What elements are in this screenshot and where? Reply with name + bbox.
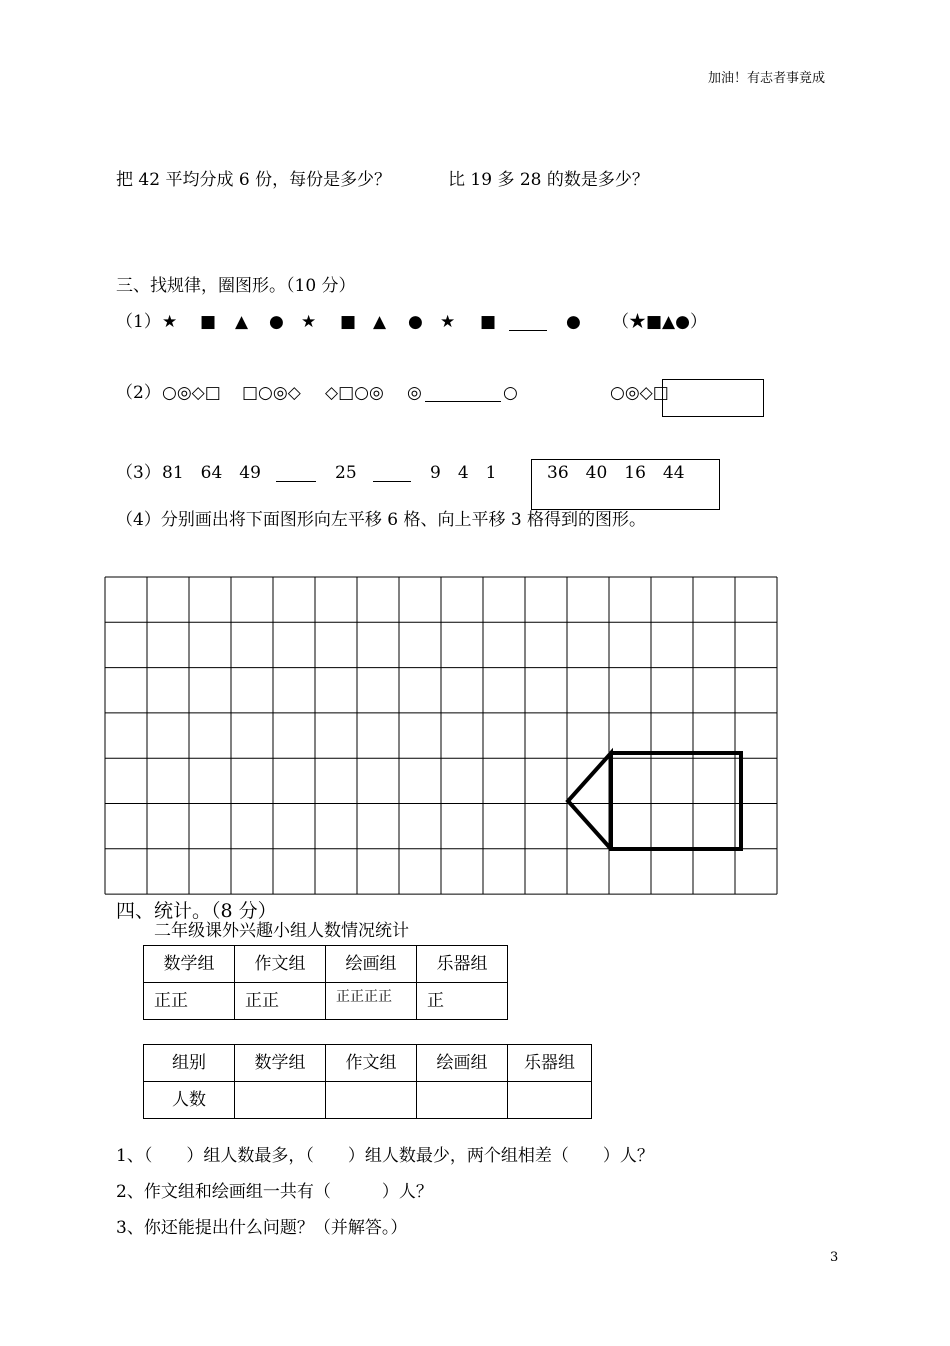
pattern-1-symbol: ■: [480, 312, 497, 332]
pattern-1-symbol: ▲: [235, 312, 249, 332]
tally-cell: 正: [417, 983, 508, 1020]
count-header: 乐器组: [508, 1045, 592, 1082]
pattern-2-group: ◇□○◎: [325, 383, 384, 403]
count-header: 组别: [144, 1045, 235, 1082]
pattern-2-group: □○◎◇: [242, 383, 301, 403]
tally-header: 乐器组: [417, 946, 508, 983]
count-row-label: 人数: [144, 1082, 235, 1119]
pattern-1-symbol: ★: [440, 312, 456, 332]
stat-question-1: 1、（ ）组人数最多，（ ）组人数最少，两个组相差（ ）人？: [116, 1146, 654, 1166]
pattern-4-instruction: （4）分别画出将下面图形向左平移 6 格、向上平移 3 格得到的图形。: [116, 510, 647, 530]
problem-add: 比 19 多 28 的数是多少？: [448, 170, 649, 190]
pattern-1-symbol: ▲: [373, 312, 387, 332]
pattern-2-label: （2）: [116, 383, 161, 403]
section4-title: 四、统计。（8 分）: [116, 900, 277, 922]
pattern-3-seq-b: 9 4 1: [430, 463, 497, 483]
pattern-2-group: ○◎◇□: [162, 383, 221, 403]
tally-cell: 正正: [144, 983, 235, 1020]
count-header: 作文组: [326, 1045, 417, 1082]
grid-lines: [105, 577, 777, 894]
count-header: 数学组: [235, 1045, 326, 1082]
tally-header: 作文组: [235, 946, 326, 983]
header-motto: 加油！有志者事竟成: [708, 71, 826, 86]
stat-question-2: 2、作文组和绘画组一共有（ ）人？: [116, 1182, 433, 1202]
tally-cell: 正正: [235, 983, 326, 1020]
pattern-3-mid: 25: [335, 463, 357, 483]
tally-table: [143, 945, 508, 1020]
house-shape: [568, 753, 741, 849]
pattern-1-symbol: ●: [269, 312, 284, 332]
tally-header: 绘画组: [326, 946, 417, 983]
count-answer-cell[interactable]: [235, 1082, 326, 1119]
pattern-1-symbol: ■: [200, 312, 217, 332]
problem-divide: 把 42 平均分成 6 份，每份是多少？: [116, 170, 392, 190]
count-answer-cell[interactable]: [417, 1082, 508, 1119]
stat-question-3: 3、你还能提出什么问题？（并解答。）: [116, 1218, 408, 1238]
pattern-1-symbol: ●: [566, 312, 581, 332]
pattern-3-options: 36 40 16 44: [547, 463, 685, 483]
pattern-2-options: ○◎◇□: [610, 383, 669, 403]
stat-table-title: 二年级课外兴趣小组人数情况统计: [154, 921, 409, 941]
count-answer-cell[interactable]: [508, 1082, 592, 1119]
pattern-2-after-blank: ○: [503, 383, 518, 403]
pattern-3-seq-a: 81 64 49: [162, 463, 261, 483]
pattern-3-label: （3）: [116, 463, 161, 483]
count-answer-cell[interactable]: [326, 1082, 417, 1119]
pattern-1-symbol: ●: [408, 312, 423, 332]
pattern-1-options: （★■▲●）: [612, 312, 707, 332]
count-table: [143, 1044, 592, 1119]
page-number: 3: [830, 1250, 839, 1265]
section3-title: 三、找规律，圈图形。（10 分）: [116, 276, 356, 296]
tally-header: 数学组: [144, 946, 235, 983]
pattern-1-symbol: ■: [340, 312, 357, 332]
pattern-2-group: ◎: [407, 383, 422, 403]
pattern-1-symbol: ★: [301, 312, 317, 332]
count-header: 绘画组: [417, 1045, 508, 1082]
pattern-1-label: （1）: [116, 312, 161, 332]
pattern-1-symbol: ★: [162, 312, 178, 332]
tally-cell: 正正正正: [326, 983, 417, 1020]
